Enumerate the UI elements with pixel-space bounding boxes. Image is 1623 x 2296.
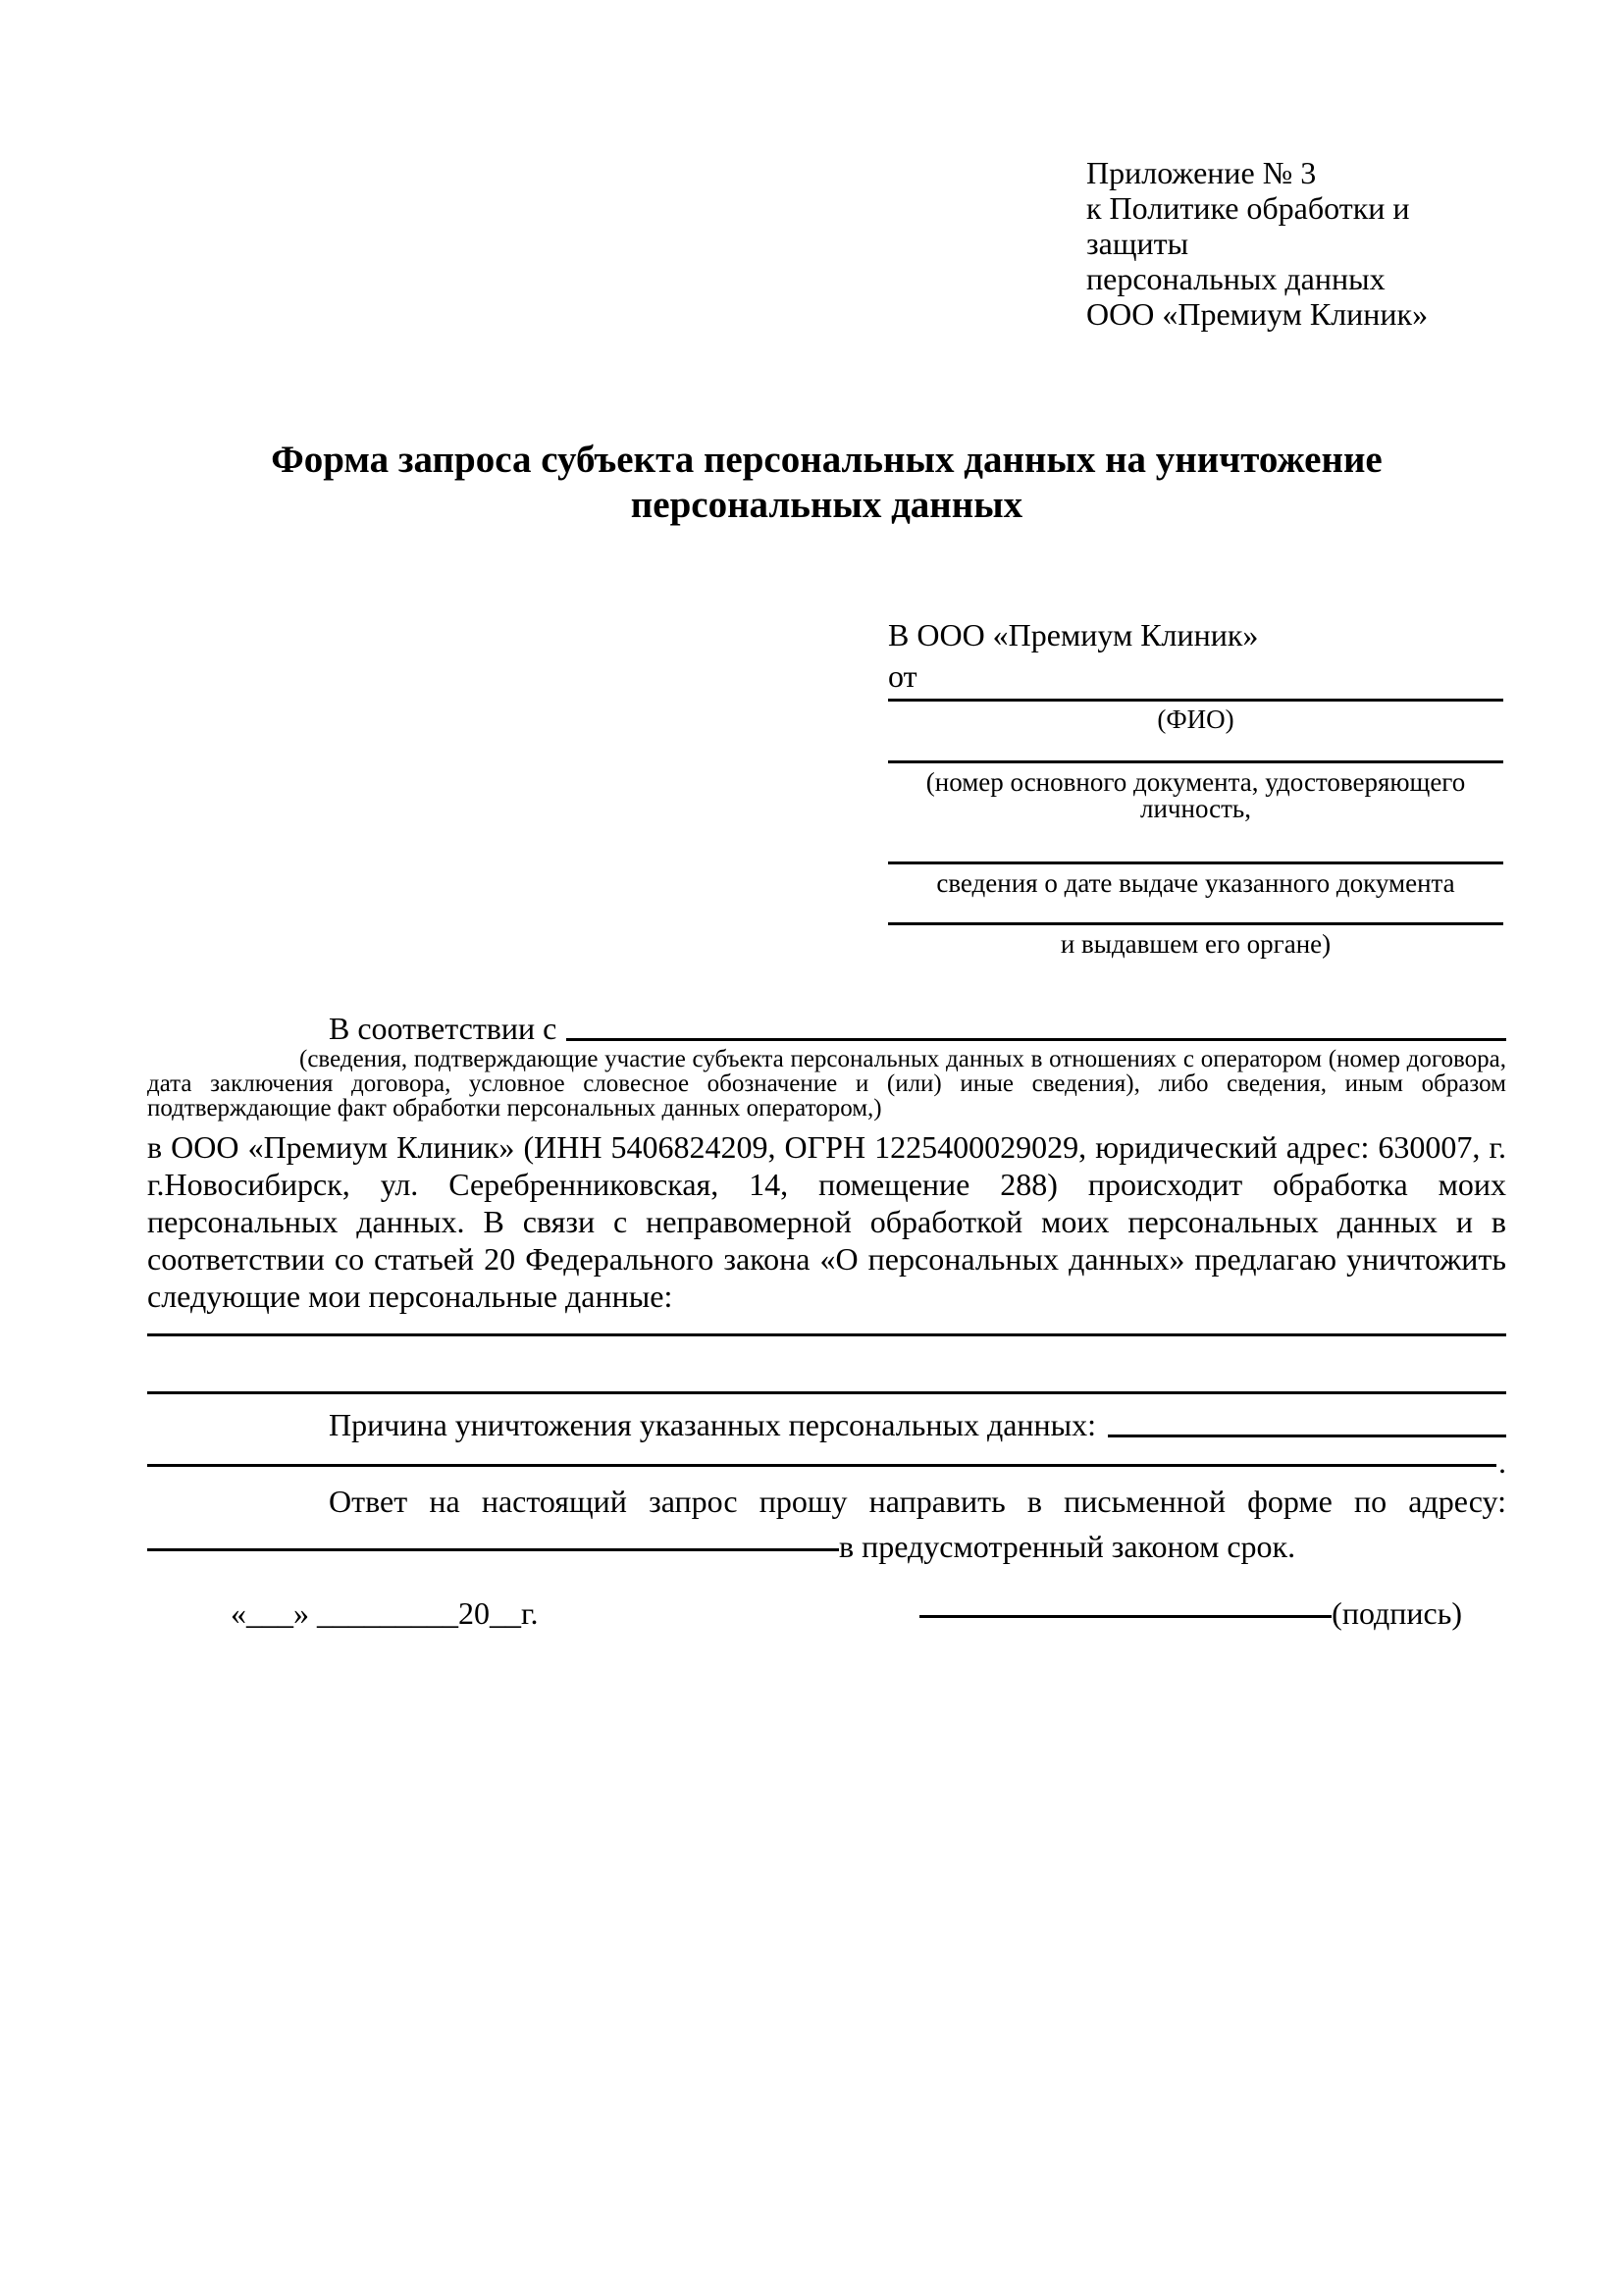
main-paragraph: в ООО «Премиум Клиник» (ИНН 5406824209, ОГРН 1225400029029, юридический адрес: 630007, г. г.Новосибирск, ул. Серебренниковская, 14, помещение 288) происходит обработка моих персональных данных. В связи с неправомерной обработкой моих персональных данных и в соответствии со статьей 20 Федерального закона «О персональных данных» предлагаю уничтожить следующие мои персональные данные: — [147, 1129, 1506, 1314]
accordance-blank-line — [566, 1010, 1506, 1041]
accordance-label: В соответствии с — [329, 1011, 557, 1046]
footer-row — [147, 1594, 1506, 1632]
appendix-header-line: к Политике обработки и защиты — [1086, 190, 1410, 261]
issuing-authority-field-line — [888, 922, 1503, 925]
signature-block — [919, 1594, 1462, 1632]
accordance-note: (сведения, подтверждающие участие субъекта персональных данных в отношениях с оператором (номер договора, дата заключения договора, условное словесное обозначение и (или) иные сведения), либо сведения, иным образом подтверждающие факт обработки персональных данных оператором,) — [147, 1046, 1506, 1122]
document-number-field-caption: (номер основного документа, удостоверяющего личность, — [925, 767, 1466, 823]
fio-field-caption: (ФИО) — [1157, 704, 1234, 734]
document-title — [147, 438, 1506, 528]
issue-date-field-line — [888, 861, 1503, 864]
issuing-authority-field-caption: и выдавшем его органе) — [1060, 929, 1332, 959]
response-paragraph: Ответ на настоящий запрос прошу направить в письменной форме по адресу: — [329, 1484, 1506, 1519]
document-number-field-line — [888, 760, 1503, 763]
fio-field-line — [888, 699, 1503, 702]
appendix-header-line: персональных данных — [1086, 261, 1386, 296]
reason-blank-line-2 — [147, 1443, 1496, 1467]
addressee-from-label: от — [888, 658, 917, 694]
document-title-line: персональных данных — [630, 484, 1023, 526]
issue-date-field-caption: сведения о дате выдаче указанного документа — [936, 868, 1455, 898]
reason-blank-line — [1108, 1406, 1506, 1437]
signature-blank-line — [919, 1594, 1332, 1618]
addressee-to: В ООО «Премиум Клиник» — [888, 617, 1259, 652]
response-address-row — [147, 1528, 1506, 1565]
personal-data-blank-line-2 — [147, 1391, 1506, 1394]
appendix-header — [1086, 155, 1506, 332]
personal-data-blank-line-1 — [147, 1333, 1506, 1336]
response-suffix: в предусмотренный законом срок. — [839, 1529, 1296, 1564]
accordance-row — [147, 1010, 1506, 1047]
reason-row — [147, 1406, 1506, 1443]
date-blank: «___» _________20__г. — [231, 1595, 539, 1631]
reason-period: . — [1498, 1444, 1506, 1480]
reason-label: Причина уничтожения указанных персональных данных: — [329, 1407, 1097, 1442]
addressee-block — [888, 614, 1503, 958]
reason-continuation-row — [147, 1443, 1506, 1481]
document-title-line: Форма запроса субъекта персональных данных на уничтожение — [271, 439, 1383, 481]
appendix-header-line: Приложение № 3 — [1086, 155, 1317, 190]
appendix-header-line: ООО «Премиум Клиник» — [1086, 296, 1429, 332]
response-address-blank-line — [147, 1528, 839, 1551]
signature-caption: (подпись) — [1332, 1595, 1462, 1631]
